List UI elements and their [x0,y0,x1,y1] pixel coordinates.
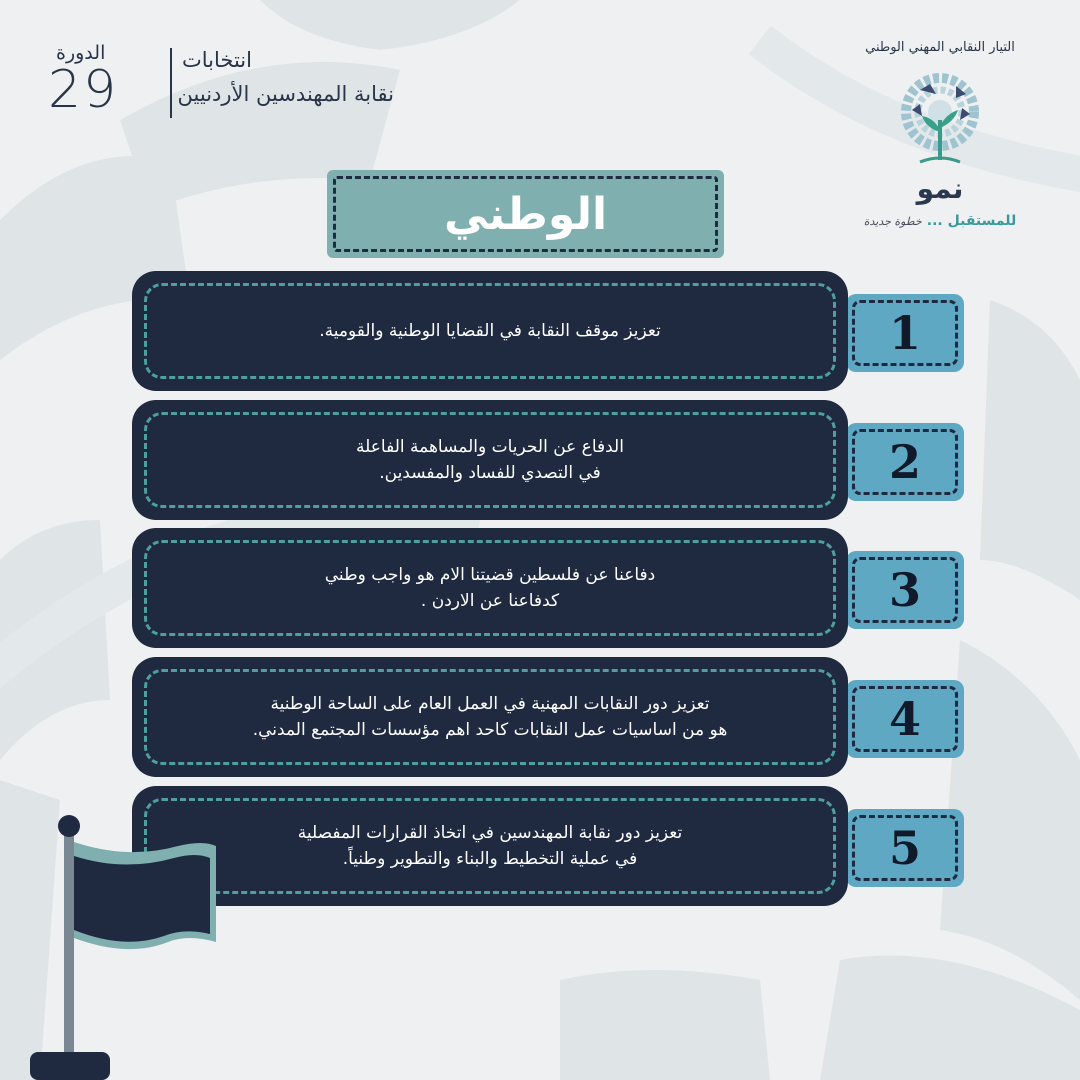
union-name: نقابة المهندسين الأردنيين [177,82,394,106]
item-text: دفاعنا عن فلسطين قضيتنا الام هو واجب وطني كدفاعنا عن الاردن . [324,564,656,611]
section-title-box [327,170,724,258]
item-number-tab [846,423,964,501]
item-number: 1 [888,306,921,360]
item-number: 3 [888,563,921,617]
item-text: الدفاع عن الحريات والمساهمة الفاعلة في التصدي للفساد والمفسدين. [356,436,624,483]
list-item [132,400,848,520]
item-number-tab [846,294,964,372]
item-number-tab [846,680,964,758]
list-item [132,786,848,906]
cycle-number: 29 [48,60,119,120]
item-number: 2 [888,435,921,489]
cycle-label: الدورة [56,42,106,64]
movement-name: التيار النقابي المهني الوطني [865,40,1015,55]
slogan-sub: خطوة جديدة [863,215,922,228]
election-header [48,42,408,122]
header-divider [170,48,172,118]
list-item [132,271,848,391]
item-text: تعزيز دور نقابة المهندسين في اتخاذ القرارات المفصلية في عملية التخطيط والبناء والتطوير وطنياً. [297,822,683,869]
item-number-tab [846,809,964,887]
list-item [132,657,848,777]
elections-label: انتخابات [182,48,252,72]
tree-logo-icon [890,70,990,170]
item-text: تعزيز موقف النقابة في القضايا الوطنية والقومية. [319,320,661,341]
brand-block [830,40,1050,240]
slogan-main: للمستقبل ... [926,213,1017,229]
item-number: 4 [888,692,921,746]
list-item [132,528,848,648]
brand-slogan [830,210,1050,229]
item-text: تعزيز دور النقابات المهنية في العمل العام على الساحة الوطنية هو من اساسيات عمل النقابات كاحد اهم مؤسسات المجتمع المدني. [252,693,728,740]
section-title: الوطني [443,188,608,240]
logo-name: نمو [916,172,964,205]
item-number-tab [846,551,964,629]
item-number: 5 [888,821,921,875]
